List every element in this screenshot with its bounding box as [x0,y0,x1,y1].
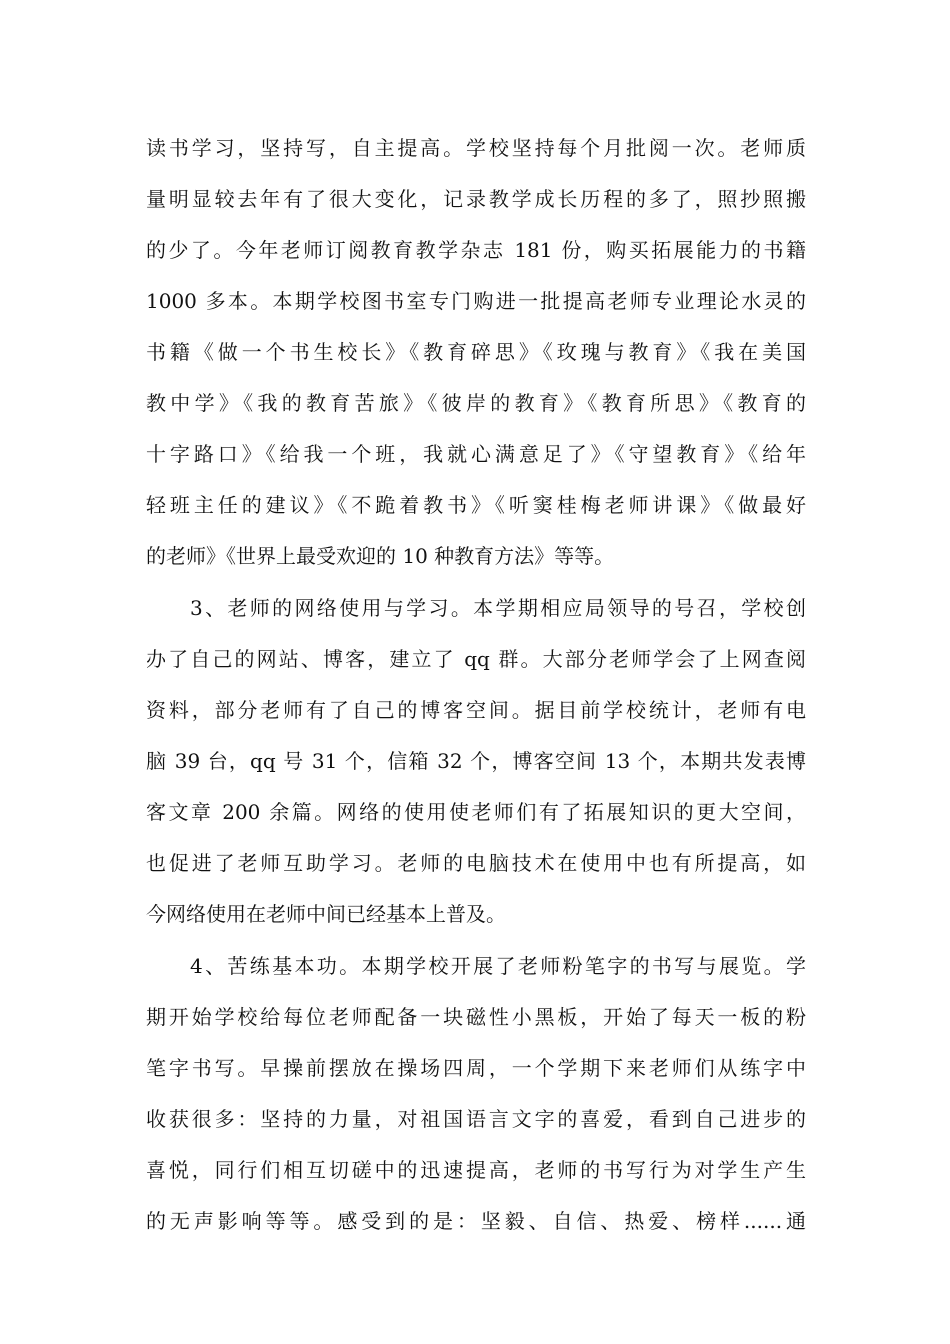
text-line: 量明显较去年有了很大变化，记录教学成长历程的多了，照抄照搬 [146,187,806,211]
text-line: 收获很多：坚持的力量，对祖国语言文字的喜爱，看到自己进步的 [146,1107,806,1131]
text-line: 书籍《做一个书生校长》《教育碎思》《玫瑰与教育》《我在美国 [146,340,806,364]
text-line: 资料，部分老师有了自己的博客空间。据目前学校统计，老师有电 [146,698,806,722]
text-line: 客文章 200 余篇。网络的使用使老师们有了拓展知识的更大空间， [146,800,806,824]
text-line: 今网络使用在老师中间已经基本上普及。 [146,902,506,926]
text-line: 喜悦，同行们相互切磋中的迅速提高，老师的书写行为对学生产生 [146,1158,806,1182]
text-line: 的老师》《世界上最受欢迎的 10 种教育方法》等等。 [146,544,615,568]
text-line: 读书学习，坚持写，自主提高。学校坚持每个月批阅一次。老师质 [146,136,806,160]
text-line: 也促进了老师互助学习。老师的电脑技术在使用中也有所提高，如 [146,851,806,875]
text-line: 教中学》《我的教育苦旅》《彼岸的教育》《教育所思》《教育的 [146,391,806,415]
text-line: 办了自己的网站、博客，建立了 qq 群。大部分老师学会了上网查阅 [146,647,806,671]
text-line: 轻班主任的建议》《不跪着教书》《听窦桂梅老师讲课》《做最好 [146,493,806,517]
paragraph-start-line: 4、苦练基本功。本期学校开展了老师粉笔字的书写与展览。学 [190,954,806,978]
text-line: 笔字书写。早操前摆放在操场四周，一个学期下来老师们从练字中 [146,1056,806,1080]
text-line: 的少了。今年老师订阅教育教学杂志 181 份，购买拓展能力的书籍 [146,238,806,262]
text-line: 期开始学校给每位老师配备一块磁性小黑板，开始了每天一板的粉 [146,1005,806,1029]
text-line: 的无声影响等等。感受到的是：坚毅、自信、热爱、榜样......通 [146,1209,806,1233]
text-line: 1000 多本。本期学校图书室专门购进一批提高老师专业理论水灵的 [146,289,806,313]
text-line: 十字路口》《给我一个班，我就心满意足了》《守望教育》《给年 [146,442,806,466]
text-line: 脑 39 台，qq 号 31 个，信箱 32 个，博客空间 13 个，本期共发表博 [146,749,806,773]
paragraph-start-line: 3、老师的网络使用与学习。本学期相应局领导的号召，学校创 [190,596,806,620]
